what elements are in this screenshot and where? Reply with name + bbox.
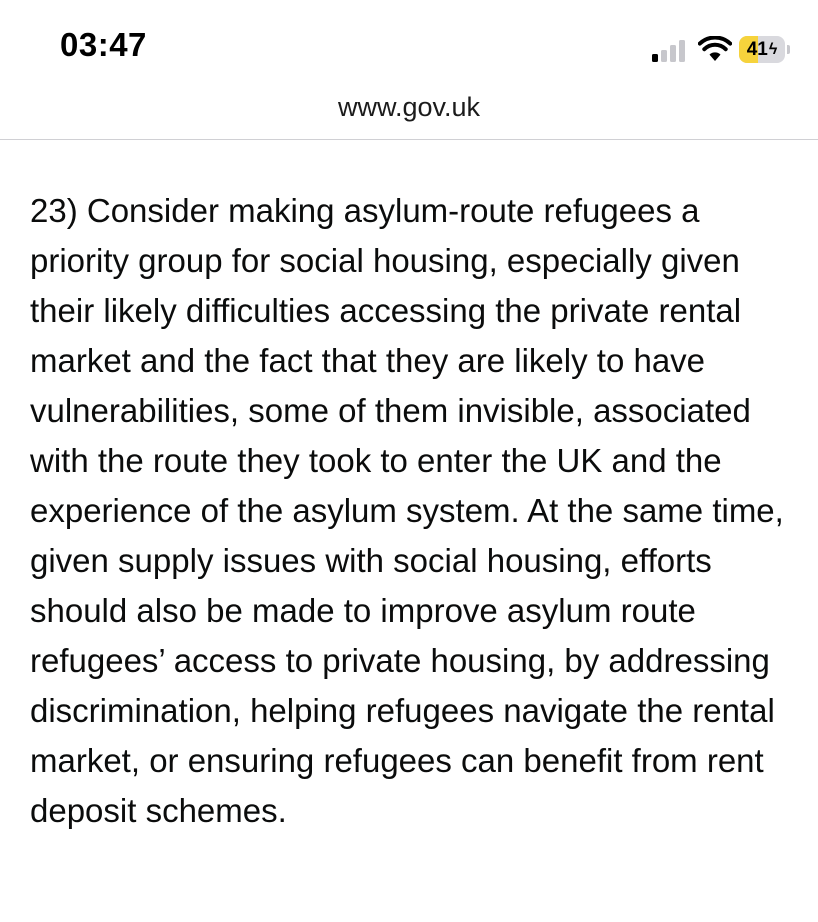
cellular-signal-icon (652, 38, 692, 62)
signal-bar (661, 50, 667, 62)
signal-bar (652, 54, 658, 62)
status-bar (0, 0, 818, 92)
recommendation-paragraph: 23) Consider making asylum-route refugees a priority group for social housing, especially given their likely difficulties accessing the private rental market and the fact that they are likely to have vulnerabilities, some of them invisible, associated with the route they took to enter the UK and the experience of the asylum system. At the same time, given supply issues with social housing, efforts should also be made to improve asylum route refugees’ access to private housing, by addressing discrimination, helping refugees navigate the rental market, or ensuring refugees can benefit from rent deposit schemes. (30, 192, 784, 829)
address-bar[interactable] (0, 92, 818, 140)
status-time: 03:47 (60, 26, 147, 63)
battery-icon (739, 36, 791, 63)
battery-tip (787, 45, 790, 54)
wifi-icon (698, 36, 732, 62)
page-content (30, 186, 805, 836)
battery-label (739, 36, 785, 63)
signal-bar (670, 45, 676, 62)
url-text[interactable]: www.gov.uk (337, 92, 481, 122)
signal-bar (679, 40, 685, 62)
charging-bolt-icon: ϟ (768, 40, 778, 58)
battery-level: 41 (746, 38, 768, 60)
